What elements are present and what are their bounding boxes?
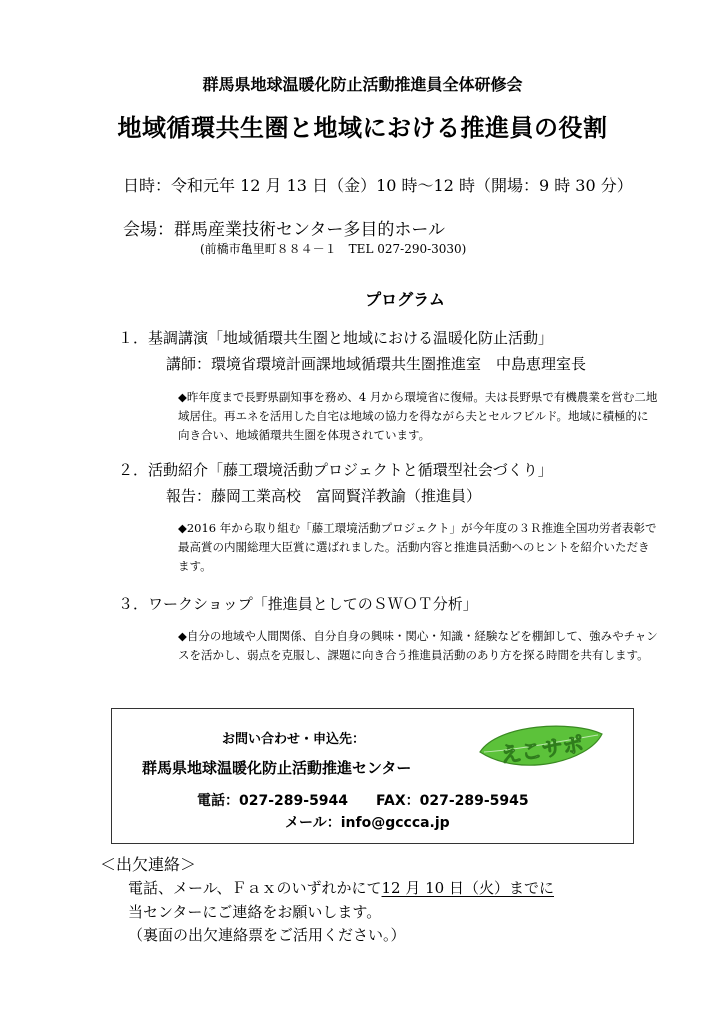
contact-phone-fax: 電話：027-289-5944 FAX：027-289-5945 <box>197 793 529 809</box>
program-item-3-note: ◆自分の地域や人間関係、自分自身の興味・関心・知識・経験などを棚卸して、強みやチャンスを活かし、弱点を克服し、課題に向き合う推進員活動のあり方を探る時間を共有します。 <box>178 629 658 662</box>
program-item-1-note: ◆昨年度まで長野県副知事を務め、4 月から環境省に復帰。夫は長野県で有機農業を営む二地域居住。再エネを活用した自宅は地域の協力を得ながら夫とセルフビルド。地域に積極的に向き合い、地域循環共生圏を体現されています。 <box>178 390 658 442</box>
attendance-deadline: 12 月 10 日（火）までに <box>381 879 554 897</box>
program-item-2-speaker: 報告：藤岡工業高校 富岡賢洋教諭（推進員） <box>166 487 482 505</box>
contact-label: お問い合わせ・申込先： <box>222 732 366 747</box>
ecosapo-leaf-logo <box>476 720 606 774</box>
attendance-heading: ＜出欠連絡＞ <box>100 855 197 874</box>
event-venue: 会場：群馬産業技術センター多目的ホール <box>123 220 445 240</box>
contact-organization: 群馬県地球温暖化防止活動推進センター <box>142 759 412 777</box>
attendance-line-1-prefix: 電話、メール、Ｆａｘのいずれかにて <box>128 879 382 897</box>
program-item-2-note: ◆2016 年から取り組む「藤工環境活動プロジェクト」が今年度の３Ｒ推進全国功労者表彰で最高賞の内閣総理大臣賞に選ばれました。活動内容と推進員活動へのヒントを紹介いただきます。 <box>178 521 657 573</box>
page-title: 地域循環共生圏と地域における推進員の役割 <box>117 114 608 142</box>
program-item-3-title: ３．ワークショップ「推進員としてのＳＷＯＴ分析」 <box>118 595 478 613</box>
venue-address: (前橋市亀里町８８４－１ TEL 027-290-3030) <box>200 242 467 256</box>
attendance-line-2: 当センターにご連絡をお願いします。 <box>128 903 382 921</box>
program-item-1-speaker: 講師：環境省環境計画課地域循環共生圏推進室 中島恵理室長 <box>166 355 587 373</box>
contact-email[interactable]: メール：info@gccca.jp <box>285 815 450 831</box>
attendance-line-1 <box>128 877 554 898</box>
program-item-1-title: １．基調講演「地域循環共生圏と地域における温暖化防止活動」 <box>118 329 554 347</box>
event-datetime: 日時：令和元年 12 月 13 日（金）10 時〜12 時（開場：9 時 30 分） <box>123 176 633 195</box>
program-item-2-title: ２．活動紹介「藤工環境活動プロジェクトと循環型社会づくり」 <box>118 461 553 479</box>
attendance-line-3: （裏面の出欠連絡票をご活用ください。） <box>128 926 406 944</box>
logo-text: えこサポ <box>498 732 586 768</box>
event-subtitle: 群馬県地球温暖化防止活動推進員全体研修会 <box>202 75 523 94</box>
program-heading: プログラム <box>365 290 445 309</box>
